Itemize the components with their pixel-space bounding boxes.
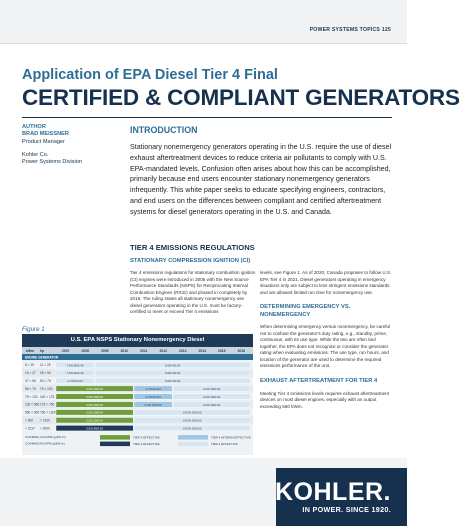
figure-row-kwm: > 900	[25, 418, 34, 423]
figure-row-hp: 100 < 175	[40, 394, 55, 399]
figure-section-label: ENGINE GENERATOR	[25, 355, 59, 360]
figure-row-hp: 175 < 750	[40, 402, 55, 407]
figure-column-header: kWm	[26, 349, 35, 354]
figure-column-header: 2014	[198, 349, 207, 354]
figure-column-header: hp	[40, 349, 45, 354]
tier4-subheading: STATIONARY COMPRESSION IGNITION (CI)	[130, 258, 251, 264]
figure-bar-label: 0.4/0.19/0.03	[203, 402, 221, 407]
figure-row-hp: 50 < 75	[40, 379, 51, 383]
figure-bar-label: 3.5/0.19/0.40	[86, 394, 104, 399]
figure-legend-row-label: CO/NMHC+NOx/PM (g/kW-hr)	[25, 435, 66, 440]
intro-paragraph: Stationary nonemergency generators operating in the U.S. require the use of diesel exhaust aftertreatment devices to reduce criteria air pollutants to comply with U.S. EPA-mandated levels. Confusion often arises about how this can be accomplished, primarily because end users encounter stationary nonemergency generators infrequently. This white paper seeks to educate specifying engineers, contractors, and end users on the differences between compliant and certified aftertreatment systems for diesel generators operating in the U.S. and Canada.	[130, 143, 392, 216]
body-column-right	[260, 270, 392, 410]
figure-bar-label: 3.5/0.19/0.40	[86, 387, 104, 391]
figure-row-hp: 11 < 25	[40, 363, 51, 368]
tier4-heading: TIER 4 EMISSIONS REGULATIONS	[130, 243, 255, 252]
figure-bar-label: 0.67/0.19/0.10	[182, 426, 202, 431]
figure-legend-swatch	[178, 442, 208, 447]
header-divider	[0, 43, 407, 44]
figure-bar-label: 3.5/0.19/0.40	[86, 418, 104, 423]
top-band	[0, 0, 407, 43]
figure-row-kwm: 75 < 130	[25, 394, 38, 399]
figure-legend-swatch	[100, 435, 130, 440]
author-role: Product Manager	[22, 138, 65, 145]
figure-bar-label: 4.7/0.6/0.03	[67, 379, 83, 384]
figure-row-hp: > 3000	[40, 426, 50, 431]
figure-title: U.S. EPA NSPS Stationary Nonemergency Diesel	[22, 334, 253, 347]
figure-bar-label: 0.4/0.19/0.03	[203, 394, 221, 399]
figure-legend-swatch	[178, 435, 208, 440]
figure-bar-label: 6.6/0.4/0.03	[164, 371, 181, 376]
figure-bar-label: 4.7/0.4/0.03	[145, 394, 161, 399]
figure-bar-label: 7.5/0.60/0.40	[66, 363, 84, 368]
figure-bar-label: 3.5/0.40/0.03	[86, 426, 104, 431]
figure-bar-label: 0.67/0.19/0.10	[182, 418, 202, 423]
figure-row-hp: 25 < 50	[40, 371, 51, 376]
intro-heading: INTRODUCTION	[130, 125, 198, 135]
figure-legend-label: TIER 4 EFFECTIVE	[211, 442, 238, 447]
body-paragraph: When determining emergency versus nonemergency, be careful not to confuse the generator's duty rating, e.g., standby, prime, continuous, with its use type. While the two are often tied together, the EPA does not recognize or consider the generator rating when evaluating emissions. The use type, run hours, and location of the generator are used to determine the required emissions performance of the unit.	[260, 324, 391, 369]
body-column-left: Tier 4 emissions regulations for stationary combustion ignition (CI) engines were introduced in 2005 with the New Source Performance Standards (NSPS) for Reciprocating Internal Combustion Engines (RICE) and phased in completely by 2015. The ruling states all stationary nonemergency use diesel generators operating in the U.S. must be factory-certified to meet or exceed Tier 4 emissions	[130, 270, 256, 315]
figure-column-header: 2010	[120, 349, 129, 354]
author-block	[22, 124, 122, 166]
figure-row-hp: > 1200	[40, 418, 50, 423]
figure-bar-label: 0.4/0.19/0.03	[144, 402, 162, 407]
figure-label: Figure 1	[22, 326, 45, 333]
figure-column-header: 2015	[217, 349, 226, 354]
figure-row-hp: 750 < 1200	[40, 410, 57, 415]
series-label: POWER SYSTEMS TOPICS 125	[309, 27, 391, 33]
figure-bar-label: 3.5/0.19/0.40	[86, 402, 104, 407]
figure-bar-label: 4.7/0.4/0.03	[145, 387, 161, 391]
figure-legend-row-label: CO/NMHC/NOx/PM (g/kW-hr)	[25, 441, 65, 446]
figure-column-header: 2008	[81, 349, 90, 354]
figure-row-kwm: 19 < 37	[25, 371, 36, 376]
figure-column-header: 2016	[237, 349, 246, 354]
author-division: Power Systems Division	[22, 159, 82, 166]
author-name: BRAD MEISSNER	[22, 131, 69, 138]
title-rule	[22, 117, 392, 118]
emissions-table-graphic	[22, 347, 253, 455]
figure-bar-label: 3.5/0.19/0.40	[86, 410, 104, 415]
figure-bar-label: 6.6/0.4/0.03	[164, 363, 181, 368]
figure-row-kwm: 56 < 75	[25, 386, 36, 391]
logo-tagline: IN POWER. SINCE 1920.	[302, 505, 391, 514]
kohler-logo: KOHLER.	[275, 478, 391, 506]
figure-column-header: 2009	[100, 349, 109, 354]
figure-legend-label: TIER 2 EFFECTIVE	[133, 442, 160, 447]
document-title: CERTIFIED & COMPLIANT GENERATORS	[22, 85, 460, 110]
figure-row-kwm: 560 < 900	[25, 410, 40, 415]
figure-row-kwm: 8 < 19	[25, 363, 34, 368]
body-paragraph: Meeting Tier 4 emissions levels requires exhaust aftertreatment devices on most diesel engines, especially with an output exceeding 560 kWm.	[260, 390, 389, 409]
figure-legend-swatch	[100, 442, 130, 447]
author-company: Kohler Co.	[22, 151, 49, 158]
document-subtitle: Application of EPA Diesel Tier 4 Final	[22, 67, 278, 83]
author-label: AUTHOR	[22, 124, 46, 130]
figure-column-header: 2013	[178, 349, 187, 354]
emissions-figure	[22, 334, 253, 455]
figure-row-hp: 75 < 100	[40, 386, 53, 391]
emergency-heading: DETERMINING EMERGENCY VS. NONEMERGENCY	[260, 304, 351, 318]
figure-row-kwm: 37 < 56	[25, 379, 36, 383]
figure-legend-label: TIER 3 EFFECTIVE	[133, 435, 160, 440]
figure-column-header: 2007	[61, 349, 70, 354]
figure-legend-label: TIER 4 INTERIM EFFECTIVE	[211, 435, 251, 440]
figure-bar-label: 6.6/0.4/0.03	[164, 379, 181, 384]
aftertreatment-heading: EXHAUST AFTERTREATMENT FOR TIER 4	[260, 378, 378, 385]
figure-row-kwm: 130 < 560	[25, 402, 40, 407]
body-paragraph: levels, see Figure 1. As of 2020, Canada proposes to follow U.S. EPA Tier 4 in 2021. Diesel generators operating in emergency situations only are subject to less stringent emissions standards and are allowed limited run time for nonemergency use.	[260, 270, 392, 295]
figure-bar-label: 7.5/0.60/0.40	[66, 371, 84, 376]
figure-bar-label: 0.67/0.19/0.10	[182, 410, 202, 415]
figure-column-header: 2011	[140, 349, 148, 354]
figure-row-kwm: > 2237	[25, 426, 35, 431]
figure-bar-label: 0.4/0.19/0.03	[203, 387, 221, 391]
figure-column-header: 2012	[159, 349, 168, 354]
